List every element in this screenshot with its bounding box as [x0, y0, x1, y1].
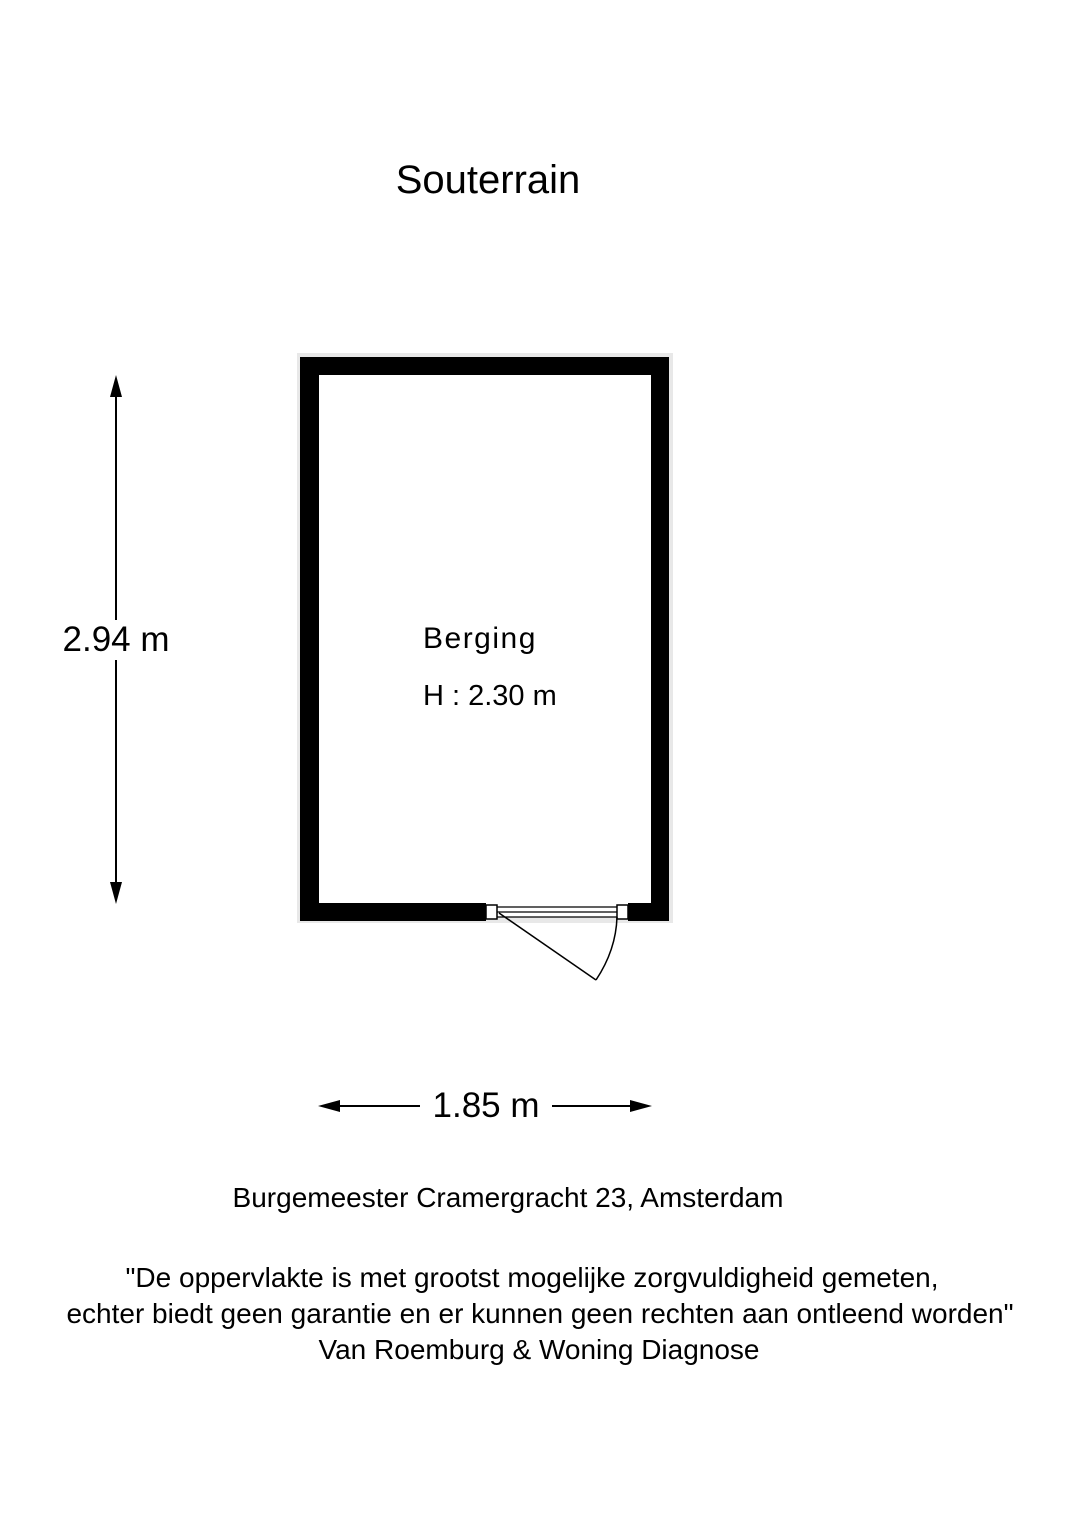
- address: Burgemeester Cramergracht 23, Amsterdam: [232, 1182, 784, 1213]
- width-arrow-right: [630, 1100, 652, 1112]
- wall-bottom-right: [628, 903, 669, 921]
- width-arrow-left: [318, 1100, 340, 1112]
- room-name: Berging: [423, 622, 537, 655]
- depth-arrow-bottom: [110, 882, 122, 904]
- door-leaf: [499, 913, 596, 980]
- door: [486, 905, 628, 980]
- door-frame-right: [617, 905, 628, 919]
- disclaimer: [0, 1260, 1080, 1368]
- wall-bottom-left: [300, 903, 486, 921]
- disclaimer-line-2: echter biedt geen garantie en er kunnen geen rechten aan ontleend worden": [66, 1298, 1014, 1329]
- wall-left: [300, 357, 319, 921]
- room-height: H : 2.30 m: [423, 680, 557, 712]
- wall-right: [651, 357, 669, 921]
- depth-dimension-label: 2.94 m: [40, 620, 192, 660]
- depth-arrow-top: [110, 375, 122, 397]
- disclaimer-line-3: Van Roemburg & Woning Diagnose: [318, 1334, 760, 1365]
- disclaimer-line-1: "De oppervlakte is met grootst mogelijke zorgvuldigheid gemeten,: [125, 1262, 939, 1293]
- wall-top: [300, 357, 669, 375]
- door-frame-left: [486, 905, 497, 919]
- width-dimension-label: 1.85 m: [420, 1086, 552, 1126]
- door-swing-arc: [596, 917, 617, 980]
- floor-title: Souterrain: [395, 158, 581, 202]
